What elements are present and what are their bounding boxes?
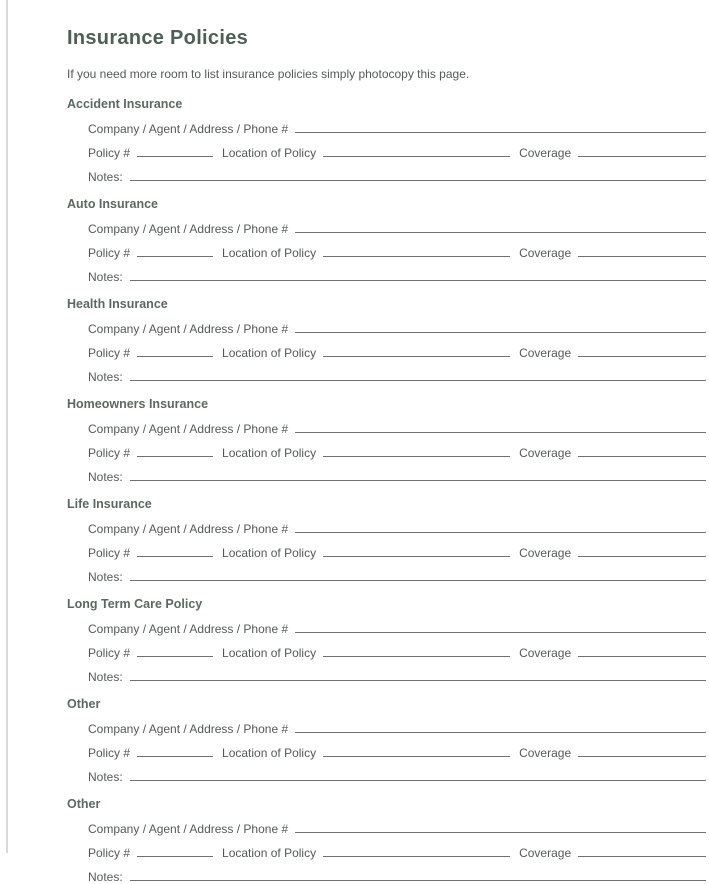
policy-number-label: Policy #: [88, 346, 131, 360]
company-row: [88, 412, 706, 436]
coverage-label: Coverage: [519, 346, 572, 360]
section-rows: [67, 612, 706, 684]
coverage-label: Coverage: [519, 746, 572, 760]
notes-fill-line: [130, 679, 706, 681]
policy-number-fill-line: [137, 255, 213, 257]
policy-row: [88, 736, 706, 760]
coverage-fill-line: [578, 655, 706, 657]
policy-number-label: Policy #: [88, 446, 131, 460]
company-agent-address-phone-label: Company / Agent / Address / Phone #: [88, 422, 289, 436]
notes-row: [88, 460, 706, 484]
company-row: [88, 112, 706, 136]
insurance-section: [67, 84, 706, 184]
company-fill-line: [295, 531, 706, 533]
section-heading: Auto Insurance: [67, 197, 158, 211]
notes-fill-line: [130, 579, 706, 581]
policy-row: [88, 836, 706, 860]
photocopy-instruction: If you need more room to list insurance policies simply photocopy this page.: [67, 67, 470, 81]
notes-fill-line: [130, 879, 706, 881]
location-of-policy-label: Location of Policy: [222, 746, 317, 760]
coverage-label: Coverage: [519, 146, 572, 160]
company-row: [88, 512, 706, 536]
company-agent-address-phone-label: Company / Agent / Address / Phone #: [88, 222, 289, 236]
company-agent-address-phone-label: Company / Agent / Address / Phone #: [88, 722, 289, 736]
page-edge-divider: [6, 0, 8, 853]
insurance-section: [67, 784, 706, 884]
policy-number-label: Policy #: [88, 246, 131, 260]
notes-row: [88, 860, 706, 884]
policy-number-label: Policy #: [88, 846, 131, 860]
company-agent-address-phone-label: Company / Agent / Address / Phone #: [88, 122, 289, 136]
notes-row: [88, 160, 706, 184]
policy-number-fill-line: [137, 855, 213, 857]
location-fill-line: [323, 655, 510, 657]
company-agent-address-phone-label: Company / Agent / Address / Phone #: [88, 822, 289, 836]
coverage-fill-line: [578, 255, 706, 257]
location-fill-line: [323, 455, 510, 457]
notes-label: Notes:: [88, 170, 123, 184]
notes-label: Notes:: [88, 670, 123, 684]
section-heading: Accident Insurance: [67, 97, 183, 111]
coverage-fill-line: [578, 855, 706, 857]
notes-label: Notes:: [88, 570, 123, 584]
policy-number-label: Policy #: [88, 546, 131, 560]
company-fill-line: [295, 331, 706, 333]
insurance-section: [67, 384, 706, 484]
notes-row: [88, 560, 706, 584]
location-of-policy-label: Location of Policy: [222, 146, 317, 160]
company-row: [88, 312, 706, 336]
notes-row: [88, 360, 706, 384]
policy-number-fill-line: [137, 355, 213, 357]
company-agent-address-phone-label: Company / Agent / Address / Phone #: [88, 522, 289, 536]
section-rows: [67, 812, 706, 884]
notes-fill-line: [130, 479, 706, 481]
company-row: [88, 212, 706, 236]
insurance-section: [67, 284, 706, 384]
location-fill-line: [323, 155, 510, 157]
notes-fill-line: [130, 279, 706, 281]
location-fill-line: [323, 255, 510, 257]
coverage-label: Coverage: [519, 546, 572, 560]
policy-number-label: Policy #: [88, 646, 131, 660]
location-of-policy-label: Location of Policy: [222, 346, 317, 360]
policy-row: [88, 636, 706, 660]
policy-row: [88, 136, 706, 160]
notes-label: Notes:: [88, 370, 123, 384]
section-rows: [67, 212, 706, 284]
section-rows: [67, 312, 706, 384]
notes-row: [88, 260, 706, 284]
insurance-sections: [67, 84, 706, 884]
policy-row: [88, 236, 706, 260]
location-fill-line: [323, 855, 510, 857]
policy-number-fill-line: [137, 455, 213, 457]
section-heading: Other: [67, 797, 101, 811]
coverage-label: Coverage: [519, 646, 572, 660]
company-agent-address-phone-label: Company / Agent / Address / Phone #: [88, 622, 289, 636]
company-fill-line: [295, 631, 706, 633]
notes-fill-line: [130, 779, 706, 781]
location-fill-line: [323, 755, 510, 757]
section-heading: Homeowners Insurance: [67, 397, 209, 411]
company-fill-line: [295, 231, 706, 233]
company-fill-line: [295, 731, 706, 733]
coverage-label: Coverage: [519, 846, 572, 860]
company-fill-line: [295, 431, 706, 433]
notes-label: Notes:: [88, 770, 123, 784]
policy-number-label: Policy #: [88, 746, 131, 760]
coverage-fill-line: [578, 155, 706, 157]
policy-number-fill-line: [137, 755, 213, 757]
policy-number-label: Policy #: [88, 146, 131, 160]
location-of-policy-label: Location of Policy: [222, 546, 317, 560]
notes-label: Notes:: [88, 470, 123, 484]
company-row: [88, 612, 706, 636]
location-fill-line: [323, 355, 510, 357]
insurance-section: [67, 684, 706, 784]
section-heading: Life Insurance: [67, 497, 152, 511]
location-of-policy-label: Location of Policy: [222, 846, 317, 860]
location-of-policy-label: Location of Policy: [222, 646, 317, 660]
section-rows: [67, 512, 706, 584]
company-row: [88, 712, 706, 736]
policy-number-fill-line: [137, 655, 213, 657]
policy-row: [88, 536, 706, 560]
coverage-label: Coverage: [519, 446, 572, 460]
insurance-section: [67, 484, 706, 584]
section-rows: [67, 112, 706, 184]
location-of-policy-label: Location of Policy: [222, 446, 317, 460]
notes-fill-line: [130, 379, 706, 381]
coverage-fill-line: [578, 755, 706, 757]
coverage-fill-line: [578, 555, 706, 557]
notes-row: [88, 660, 706, 684]
section-heading: Other: [67, 697, 101, 711]
coverage-fill-line: [578, 455, 706, 457]
policy-row: [88, 336, 706, 360]
section-rows: [67, 412, 706, 484]
insurance-section: [67, 584, 706, 684]
company-fill-line: [295, 131, 706, 133]
notes-row: [88, 760, 706, 784]
company-agent-address-phone-label: Company / Agent / Address / Phone #: [88, 322, 289, 336]
notes-label: Notes:: [88, 870, 123, 884]
section-heading: Long Term Care Policy: [67, 597, 203, 611]
location-of-policy-label: Location of Policy: [222, 246, 317, 260]
policy-number-fill-line: [137, 155, 213, 157]
coverage-label: Coverage: [519, 246, 572, 260]
location-fill-line: [323, 555, 510, 557]
notes-fill-line: [130, 179, 706, 181]
notes-label: Notes:: [88, 270, 123, 284]
policy-row: [88, 436, 706, 460]
company-row: [88, 812, 706, 836]
coverage-fill-line: [578, 355, 706, 357]
section-rows: [67, 712, 706, 784]
page-title: Insurance Policies: [67, 27, 249, 49]
company-fill-line: [295, 831, 706, 833]
policy-number-fill-line: [137, 555, 213, 557]
insurance-section: [67, 184, 706, 284]
section-heading: Health Insurance: [67, 297, 168, 311]
